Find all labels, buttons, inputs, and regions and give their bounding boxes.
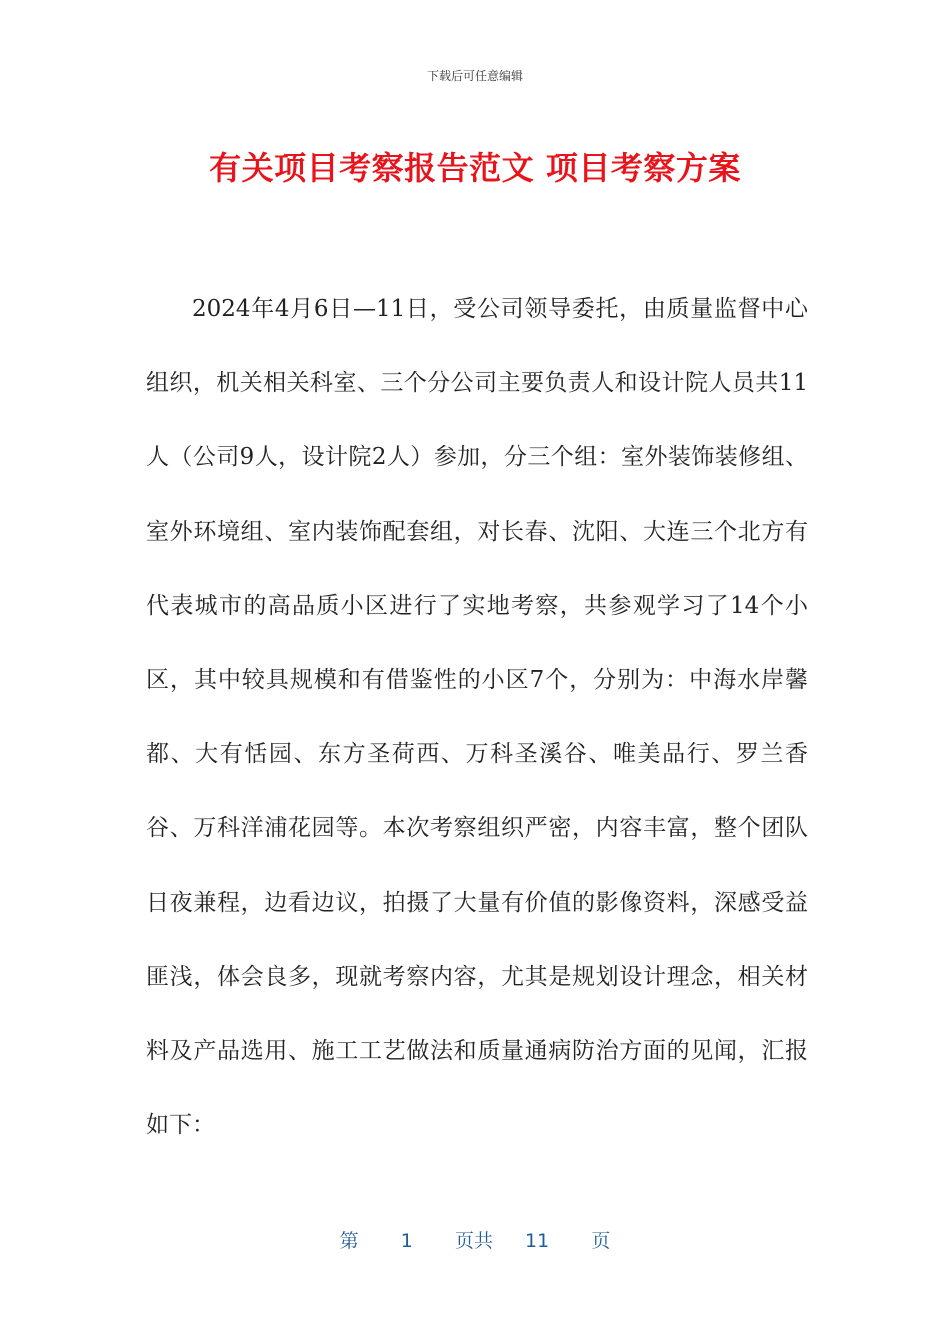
body-paragraph: 2024年4月6日—11日，受公司领导委托，由质量监督中心组织，机关相关科室、三个分公司主要负责人和设计院人员共11人（公司9人，设计院2人）参加，分三个组：室外装饰装修组、室外环境组、室内装饰配套组，对长春、沈阳、大连三个北方有代表城市的高品质小区进行了实地考察，共参观学习了14个小区，其中较具规模和有借鉴性的小区7个，分别为：中海水岸馨都、大有恬园、东方圣荷西、万科圣溪谷、唯美品行、罗兰香谷、万科洋浦花园等。本次考察组织严密，内容丰富，整个团队日夜兼程，边看边议，拍摄了大量有价值的影像资料，深感受益匪浅，体会良多，现就考察内容，尤其是规划设计理念，相关材料及产品选用、施工工艺做法和质量通病防治方面的见闻，汇报如下： bbox=[146, 296, 808, 1139]
footer-page-number: 1 bbox=[400, 1230, 413, 1252]
footer-total-pages: 11 bbox=[525, 1230, 550, 1252]
page-footer bbox=[0, 1226, 950, 1253]
page-title: 有关项目考察报告范文 项目考察方案 bbox=[209, 149, 741, 187]
footer-suffix: 页 bbox=[591, 1230, 611, 1252]
footer-middle: 页共 bbox=[454, 1230, 493, 1252]
footer-prefix: 第 bbox=[339, 1230, 359, 1252]
download-note: 下载后可任意编辑 bbox=[426, 69, 523, 83]
